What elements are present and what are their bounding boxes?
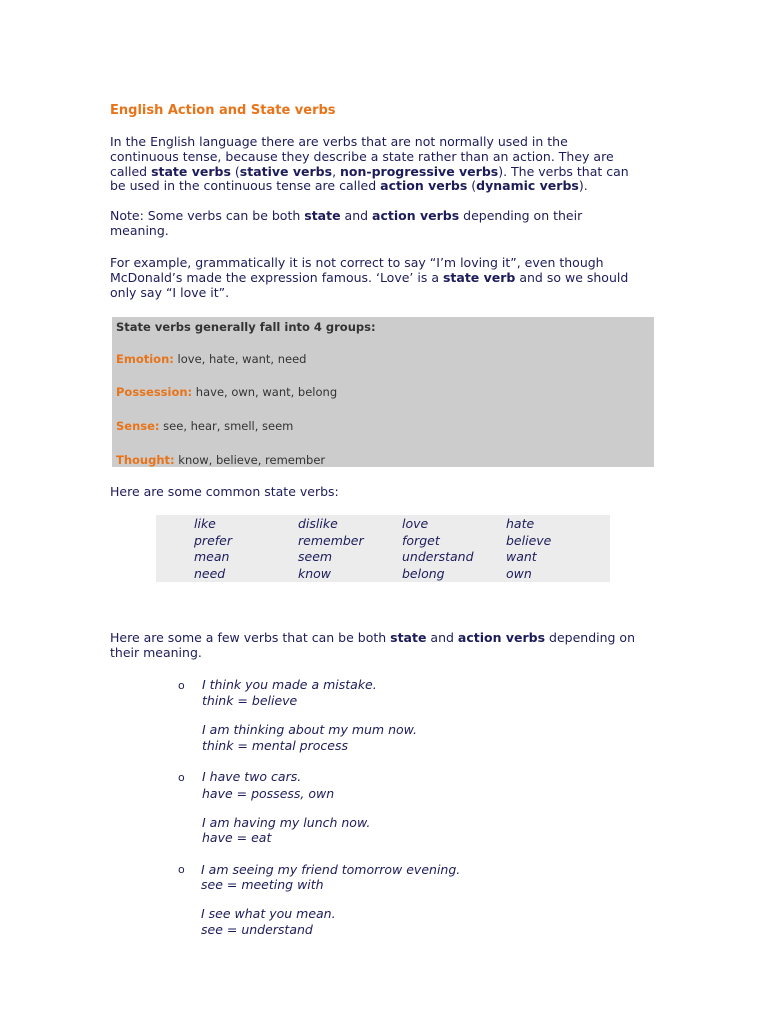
bullet-icon: o [178, 863, 185, 876]
term-action-verbs: action verbs [380, 178, 468, 194]
example-meaning: see = understand [201, 922, 313, 937]
example-sentence: I think you made a mistake. [202, 677, 377, 692]
example-sentence: I am thinking about my mum now. [202, 722, 418, 737]
table-cell: hate [506, 516, 535, 531]
common-verbs-intro: Here are some common state verbs: [110, 484, 339, 499]
page-title: English Action and State verbs [110, 103, 336, 118]
note-paragraph: Note: Some verbs can be both state and action verbs depending on their meaning. [110, 208, 583, 238]
bullet-icon: o [178, 771, 185, 784]
term-non-progressive-verbs: non-progressive verbs [340, 163, 499, 179]
term-stative-verbs: stative verbs [239, 163, 333, 179]
example-meaning: see = meeting with [201, 877, 324, 892]
term-dynamic-verbs: dynamic verbs [476, 178, 579, 194]
table-cell: remember [298, 533, 364, 548]
example-meaning: have = eat [202, 830, 272, 845]
table-cell: seem [298, 549, 333, 564]
dual-verbs-intro: Here are some a few verbs that can be both state and action verbs depending on their meaning. [110, 630, 636, 660]
example-sentence: I am having my lunch now. [202, 815, 371, 830]
table-cell: understand [402, 549, 474, 564]
example-meaning: think = believe [202, 693, 298, 708]
example-sentence: I am seeing my friend tomorrow evening. [201, 862, 461, 877]
table-cell: believe [506, 533, 552, 548]
state-verb-groups-box [112, 317, 654, 467]
group-possession: Possession: have, own, want, belong [116, 385, 338, 399]
intro-paragraph: In the English language there are verbs that are not normally used in the continuous tense, because they describe a state rather than an action. They are called state verbs (stative verbs, non-progressive verbs). The verbs that can be used in the continuous tense are called action verbs (dynamic verbs). [110, 134, 629, 194]
groups-heading: State verbs generally fall into 4 groups: [116, 320, 376, 334]
table-cell: prefer [194, 533, 232, 548]
table-cell: own [506, 566, 532, 581]
common-state-verbs-table [156, 515, 610, 582]
table-cell: love [402, 516, 429, 531]
example-sentence: I see what you mean. [201, 906, 336, 921]
bullet-icon: o [178, 679, 185, 692]
table-cell: mean [194, 549, 230, 564]
table-cell: forget [402, 533, 440, 548]
example-meaning: think = mental process [202, 738, 348, 753]
group-emotion: Emotion: love, hate, want, need [116, 352, 307, 366]
table-cell: know [298, 566, 332, 581]
table-cell: dislike [298, 516, 338, 531]
table-cell: need [194, 566, 226, 581]
example-sentence: I have two cars. [202, 769, 302, 784]
table-cell: want [506, 549, 537, 564]
term-state-verbs: state verbs [151, 163, 231, 179]
table-cell: like [194, 516, 216, 531]
table-cell: belong [402, 566, 445, 581]
example-meaning: have = possess, own [202, 786, 335, 801]
group-thought: Thought: know, believe, remember [116, 453, 326, 467]
example-paragraph: For example, grammatically it is not correct to say “I’m loving it”, even though McDonald’s made the expression famous. ‘Love’ is a state verb and so we should only say “I love it”. [110, 255, 629, 300]
group-sense: Sense: see, hear, smell, seem [116, 419, 294, 433]
